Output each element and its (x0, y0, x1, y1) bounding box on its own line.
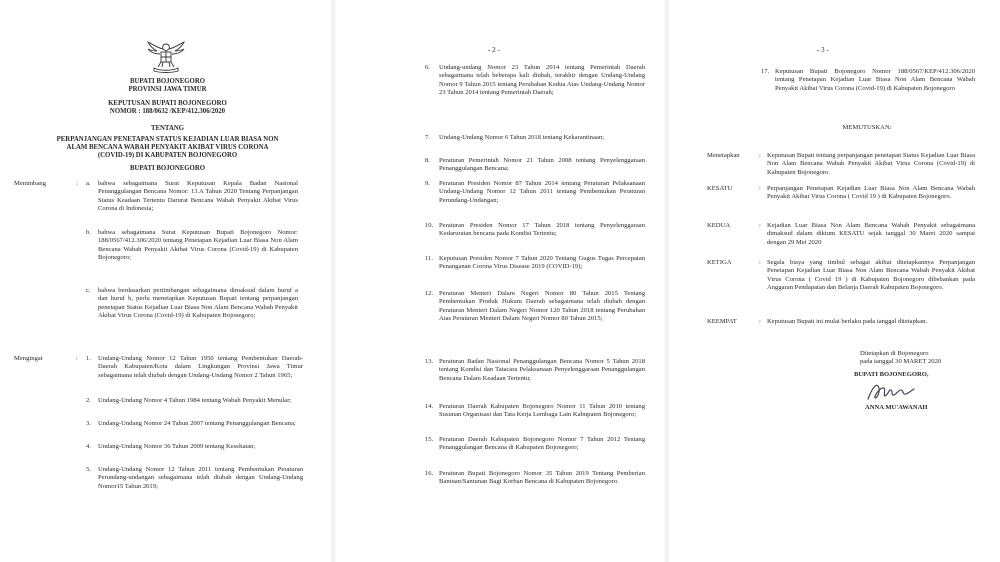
mengingat-item: Undang-Undang Nomor 12 Tahun 2011 tentang Pembentukan Peraturan Perundang-undangan sebagaimana telah diubah dengan Undang-Undang Nomor15 Tahun 2019; (98, 466, 303, 490)
legal-basis-item: Peraturan Daerah Kabupaten Bojonegoro Nomor 11 Tahun 2010 tentang Susunan Organisasi dan Tata Kerja Lembaga Lain Kabupaten Bojonegoro; (439, 403, 645, 419)
menimbang-colon: : (76, 180, 78, 187)
mengingat-item: Undang-Undang Nomor 36 Tahun 2009 tentang Kesehatan; (98, 443, 256, 450)
clause-text: Segala biaya yang timbul sebagai akibat ditetapkannya Perpanjangan Penetapan Kejadian Luar Biasa Non Alam Bencana Wabah Penyakit Akibat Virus Corona ( Covid 19 ) di Kabupaten Bojonegoro dibebankan pada Anggaran Pendapatan dan Belanja Daerah Kabupaten Bojonegoro. (767, 259, 975, 291)
signature-place: Ditetapkan di Bojonegoro (860, 350, 929, 357)
menimbang-label: Menimbang (14, 180, 46, 187)
legal-basis-item: Peraturan Pemerintah Nomor 21 Tahun 2008 tentang Penyelenggaraan Penanggulangan Bencana; (439, 157, 645, 173)
menimbang-item: bahwa sebagaimana Surat Keputusan Bupati Bojonegoro Nomor: 188/0567/412.306/2020 tentang Penetapan Kejadian Luar Biasa Non Alam Bencana Wabah Penyakit Akibat Virus Corona (Covid-19) di Kabupaten Bojonegoro; (98, 229, 298, 261)
legal-basis-item: Peraturan Presiden Nomor 87 Tahun 2014 tentang Peraturan Pelaksanaan Undang-Undang Nomor 12 Tahun 2011 tentang Pembentukan Peraturan Perundang-Undangan; (439, 180, 645, 204)
page-number: - 3 - (817, 46, 829, 54)
legal-basis-item: Peraturan Menteri Dalam Negeri Nomor 80 Tahun 2015 Tentang Pembentukan Produk Hukum Daerah sebagaimana telah diubah dengan Peraturan Menteri Dalam Negeri Nomor 120 Tahun 2018 tentang Perubahan Atas Peraturan Menteri Dalam Negeri Nomor 80 Tahun 2015; (439, 290, 645, 322)
clause-text: Perpanjangan Penetapan Kejadian Luar Biasa Non Alam Bencana Wabah Penyakit Akibat Virus Corona ( Covid 19 ) di Kabupaten Bojonegoro. (767, 185, 975, 201)
handwritten-signature-icon (865, 378, 917, 404)
mengingat-marker: 5. (86, 466, 91, 473)
legal-basis-item: Keputusan Bupati Bojonegoro Nomor 188/0567/KEP/412.306/2020 tentang Penetapan Kejadian Luar Biasa Non Alam Bencana Wabah Penyakit Akibat Virus Corona (Covid-19) di Kabupaten Bojonegoro (775, 68, 975, 92)
memutuskan-heading: MEMUTUSKAN: (842, 124, 892, 131)
clause-text: Keputusan Bupati tentang perpanjangan penetapan Status Kejadian Luar Biasa Non Alam Bencana Wabah Penyakit Akibat Virus Corona (Covid-19) di Kabupaten Bojonegoro. (767, 152, 975, 176)
menimbang-item: bahwa berdasarkan pertimbangan sebagaimana dimaksud dalam huruf a dan huruf b, perlu menetapkan Keputusan Bupati tentang perpanjangan penetapan Status Kejadian Luar Biasa Non Alam Bencana Wabah Penyakit Akibat Virus Corona (Covid-19) di Kabupaten Bojonegoro; (98, 287, 298, 319)
clause-colon: : (759, 185, 761, 192)
clause-label: KESATU (707, 185, 733, 192)
legal-basis-marker: 6. (425, 64, 430, 71)
mengingat-label: Mengingat (14, 355, 43, 362)
subject-line-3: (COVID-19) DI KABUPATEN BOJONEGORO (97, 152, 238, 159)
signatory-name: ANNA MU'AWANAH (865, 404, 928, 411)
clause-text: Keputusan Bupati ini mulai berlaku pada tanggal ditetapkan. (767, 318, 928, 325)
legal-basis-marker: 12. (425, 290, 434, 297)
decree-title: KEPUTUSAN BUPATI BOJONEGORO (108, 100, 227, 107)
legal-basis-item: Peraturan Presiden Nomor 17 Tahun 2018 tentang Penyelenggaraan Kedaruratan bencana pada Kondisi Tertentu; (439, 222, 645, 238)
clause-label: Menetapkan (707, 152, 740, 159)
legal-basis-marker: 13. (425, 358, 434, 365)
subject-line-2: ALAM BENCANA WABAH PENYAKIT AKIBAT VIRUS CORONA (66, 144, 269, 151)
legal-basis-marker: 16. (425, 470, 434, 477)
province-heading: PROVINSI JAWA TIMUR (128, 86, 207, 93)
legal-basis-marker: 11. (425, 255, 433, 262)
document-page-3 (667, 0, 1000, 562)
mengingat-marker: 1. (86, 355, 91, 362)
legal-basis-marker: 14. (425, 403, 434, 410)
legal-basis-item: Keputusan Presiden Nomor 7 Tahun 2020 Tentang Gugus Tugas Percepatan Penanganan Corona Virus Disease 2019 (COVID-19); (439, 255, 645, 271)
regent-heading-2: BUPATI BOJONEGORO (129, 165, 206, 172)
mengingat-marker: 2. (86, 397, 91, 404)
legal-basis-item: Undang-Undang Nomor 6 Tahun 2018 tentang Kekarantinaan; (439, 134, 604, 141)
regent-heading: BUPATI BOJONEGORO (129, 78, 206, 85)
subject-line-1: PERPANJANGAN PENETAPAN STATUS KEJADIAN LUAR BIASA NON (56, 136, 279, 143)
menimbang-marker: c. (86, 287, 91, 294)
legal-basis-item: Peraturan Daerah Kabupaten Bojonegoro Nomor 7 Tahun 2012 Tentang Penanggulangan Bencana di Kabupaten Bojonegoro; (439, 436, 645, 452)
page-number: - 2 - (488, 46, 500, 54)
clause-colon: : (759, 318, 761, 325)
legal-basis-marker: 15. (425, 436, 434, 443)
mengingat-colon: : (76, 355, 78, 362)
mengingat-item: Undang-Undang Nomor 12 Tahun 1950 tentang Pembentukan Daerah-Daerah Kabupaten/Kota dalam Lingkungan Provinsi Jawa Timur sebagaimana telah diubah dengan Undang-Undang Nomor 2 Tahun 1965; (98, 355, 303, 379)
signature-date: pada tanggal 30 MARET 2020 (860, 358, 942, 365)
clause-label: KEEMPAT (707, 318, 737, 325)
legal-basis-marker: 8. (425, 157, 430, 164)
menimbang-item: bahwa sebagaimana Surat Keputusan Kepala Badan Nasional Penanggulangan Bencana Nomor: 13.A Tahun 2020 Tentang Perpanjangan Status Keadaan Tertentu Darurat Bencana Wabah Penyakit Akibat Virus Corona di Indonesia; (98, 180, 298, 212)
legal-basis-marker: 17. (761, 68, 770, 75)
mengingat-marker: 3. (86, 420, 91, 427)
legal-basis-item: Peraturan Badan Nasional Penanggulangan Bencana Nomor 5 Tahun 2018 tentang Kondisi dan Tatacara Pelaksanaan Penyelenggaraan Penanggulangan Bencana Dalam Keadaan Tertentu; (439, 358, 645, 382)
legal-basis-marker: 10. (425, 222, 434, 229)
menimbang-marker: a. (86, 180, 91, 187)
decree-number: NOMOR : 188/0632 /KEP/412.306/2020 (109, 108, 226, 115)
clause-colon: : (759, 222, 761, 229)
clause-label: KETIGA (707, 259, 732, 266)
legal-basis-marker: 9. (425, 180, 430, 187)
legal-basis-item: Undang-undang Nomor 23 Tahun 2014 tentang Pemerintah Daerah sebagaimana telah beberapa kali diubah, terakhir dengan Undang-Undang Nomor 9 Tahun 2015 tentang Perubahan Kedua Atas Undang-Undang Nomor 23 Tahun 2014 tentang Pemerintah Daerah; (439, 64, 645, 96)
mengingat-marker: 4. (86, 443, 91, 450)
legal-basis-marker: 7. (425, 134, 430, 141)
clause-text: Kejadian Luar Biasa Non Alam Bencana Wabah Penyakit sebagaimana dimaksud dalam diktum KESATU sejak tanggal 30 Maret 2020 sampai dengan 29 Mei 2020 (767, 222, 975, 246)
signature-title: BUPATI BOJONEGORO, (854, 371, 929, 378)
document-page-2 (333, 0, 667, 562)
garuda-emblem-icon (146, 38, 186, 74)
mengingat-item: Undang-Undang Nomor 24 Tahun 2007 tentang Penanggulangan Bencana; (98, 420, 296, 427)
mengingat-item: Undang-Undang Nomor 4 Tahun 1984 tentang Wabah Penyakit Menular; (98, 397, 292, 404)
legal-basis-item: Peraturan Bupati Bojonegoro Nomor 35 Tahun 2019 Tentang Pemberian Bantuan/Santunan Bagi Korban Bencana di Kabupaten Bojonegoro. (439, 470, 645, 486)
clause-colon: : (759, 259, 761, 266)
document-page-1 (0, 0, 333, 562)
menimbang-marker: b. (86, 229, 91, 236)
clause-label: KEDUA (707, 222, 731, 229)
clause-colon: : (759, 152, 761, 159)
tentang-label: TENTANG (150, 125, 185, 132)
